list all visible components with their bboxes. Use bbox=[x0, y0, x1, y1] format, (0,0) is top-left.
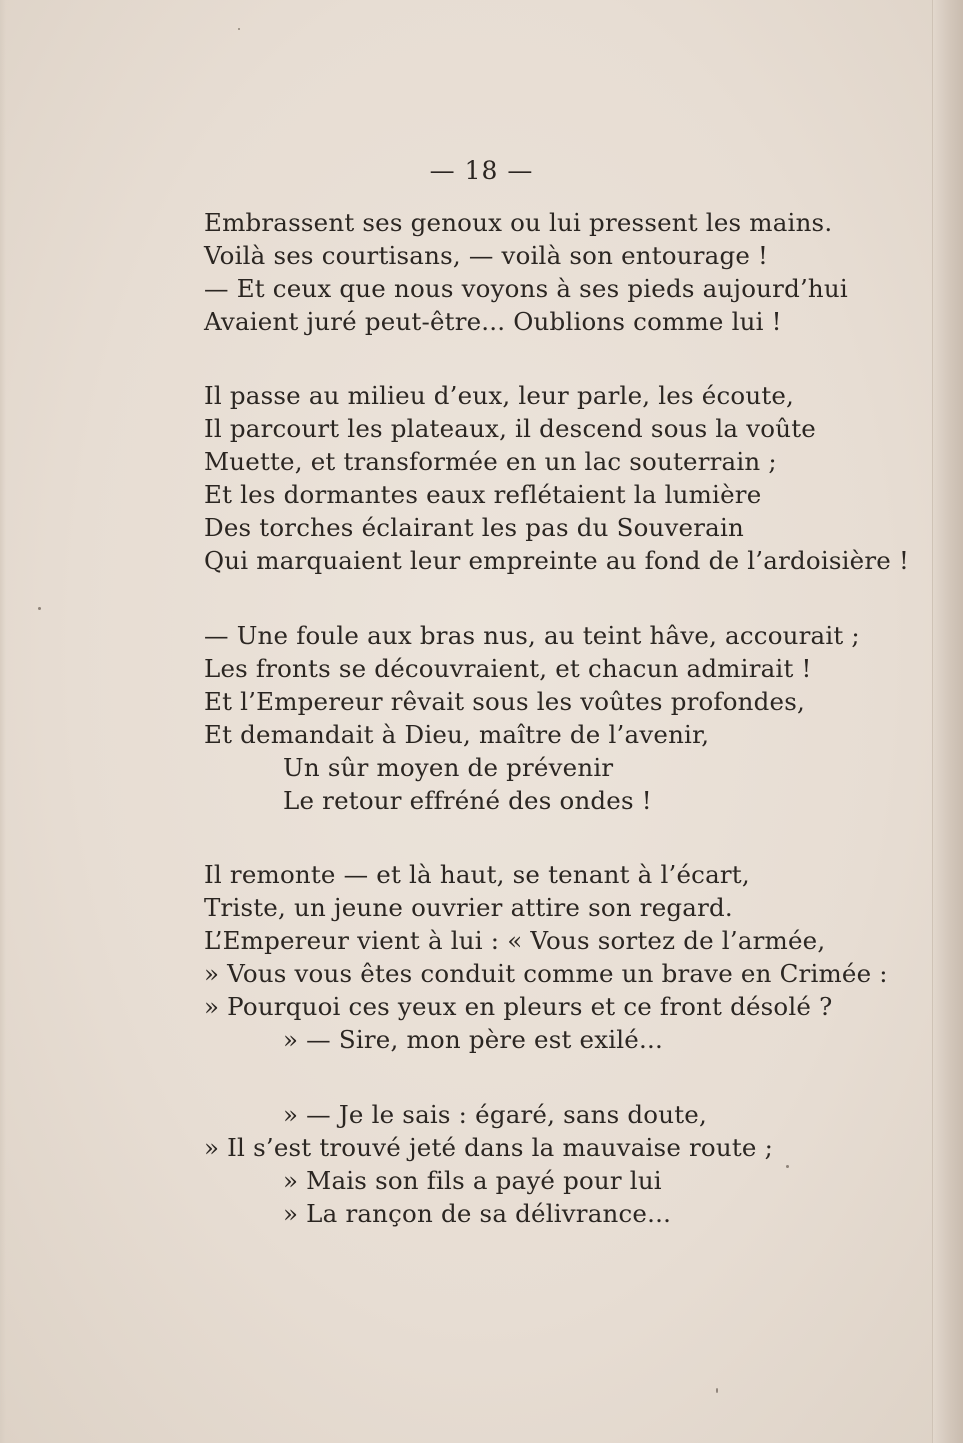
poem-line: Triste, un jeune ouvrier attire son regard. bbox=[204, 893, 733, 922]
paper-speck bbox=[38, 607, 41, 610]
poem-line: Et l’Empereur rêvait sous les voûtes profondes, bbox=[204, 687, 805, 716]
poem-line: Les fronts se découvraient, et chacun admirait ! bbox=[204, 654, 812, 683]
poem-line: Il parcourt les plateaux, il descend sous la voûte bbox=[204, 414, 816, 443]
poem-line: » Il s’est trouvé jeté dans la mauvaise route ; bbox=[204, 1133, 774, 1162]
paper-speck bbox=[238, 28, 240, 30]
poem-line-indented: » Mais son fils a payé pour lui bbox=[283, 1166, 662, 1195]
poem-line: Embrassent ses genoux ou lui pressent les mains. bbox=[204, 208, 833, 237]
poem-line: Muette, et transformée en un lac souterrain ; bbox=[204, 447, 777, 476]
poem-line-indented: » — Sire, mon père est exilé... bbox=[283, 1025, 663, 1054]
poem-line-indented: » La rançon de sa délivrance... bbox=[283, 1199, 672, 1228]
poem-line: Et demandait à Dieu, maître de l’avenir, bbox=[204, 720, 710, 749]
poem-line: Il passe au milieu d’eux, leur parle, les écoute, bbox=[204, 381, 795, 410]
poem-line: Qui marquaient leur empreinte au fond de l’ardoisière ! bbox=[204, 546, 910, 575]
paper-speck bbox=[786, 1165, 789, 1168]
poem-line: — Et ceux que nous voyons à ses pieds aujourd’hui bbox=[204, 274, 848, 303]
page-left-edge bbox=[0, 0, 6, 1443]
poem-line-indented: Un sûr moyen de prévenir bbox=[283, 753, 614, 782]
poem-line: Avaient juré peut-être... Oublions comme lui ! bbox=[204, 307, 782, 336]
poem-line-indented: » — Je le sais : égaré, sans doute, bbox=[283, 1100, 707, 1129]
page-number: — 18 — bbox=[429, 156, 534, 185]
poem-line: Et les dormantes eaux reflétaient la lumière bbox=[204, 480, 762, 509]
poem-line: Des torches éclairant les pas du Souverain bbox=[204, 513, 744, 542]
poem-line: » Vous vous êtes conduit comme un brave en Crimée : bbox=[204, 959, 888, 988]
poem-line: Voilà ses courtisans, — voilà son entourage ! bbox=[204, 241, 769, 270]
poem-line: » Pourquoi ces yeux en pleurs et ce front désolé ? bbox=[204, 992, 833, 1021]
poem-line: Il remonte — et là haut, se tenant à l’écart, bbox=[204, 860, 750, 889]
poem-line-indented: Le retour effréné des ondes ! bbox=[283, 786, 652, 815]
poem-line: — Une foule aux bras nus, au teint hâve, accourait ; bbox=[204, 621, 860, 650]
paper-speck bbox=[716, 1388, 718, 1393]
poem-line: L’Empereur vient à lui : « Vous sortez de l’armée, bbox=[204, 926, 826, 955]
page-right-edge-shadow bbox=[932, 0, 963, 1443]
